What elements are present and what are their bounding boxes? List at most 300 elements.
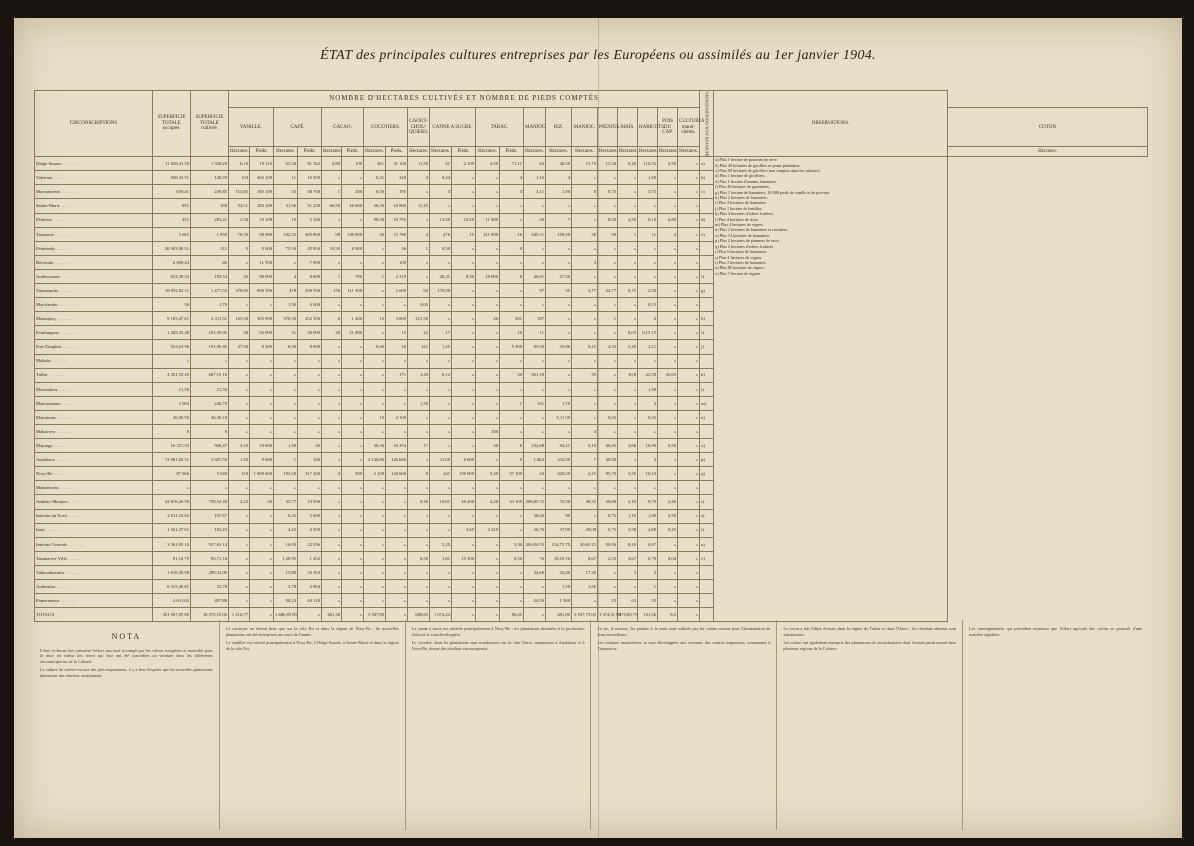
- row-value: »: [229, 537, 250, 551]
- row-value: 3: [572, 255, 598, 269]
- row-value: »: [524, 199, 546, 213]
- row-value: »: [598, 298, 618, 312]
- row-value: 2 140,80: [364, 453, 386, 467]
- row-value: 15,80: [274, 565, 298, 579]
- row-value: 170,50: [430, 284, 452, 298]
- row-superficie: 91,16 70: [153, 551, 191, 565]
- nota-paragraph: Le riz, le manioc, les patates et le maïs sont cultivés par les colons surtout pour l'alimentation de leurs travailleurs.: [597, 626, 771, 637]
- row-value: »: [618, 410, 638, 424]
- row-value: »: [364, 298, 386, 312]
- row-value: 65 000: [250, 326, 274, 340]
- observation-note: c) Plus 80 hectares de giroflier (non compris dans les cultures).: [715, 168, 821, 174]
- row-circonscription: Tamatave . . . . . . .: [35, 227, 153, 241]
- row-value: 5 100: [298, 213, 322, 227]
- row-value: »: [678, 213, 700, 227]
- totals-value: 481,30: [322, 608, 342, 622]
- row-value: »: [322, 565, 342, 579]
- row-value: 2,25: [229, 495, 250, 509]
- unit-hectares: Hectares.: [638, 147, 658, 157]
- row-value: »: [618, 580, 638, 594]
- row-value: »: [322, 382, 342, 396]
- row-value: »: [342, 213, 364, 227]
- row-value: 58,23: [274, 594, 298, 608]
- header-culture: CANNE A SUCRE.: [430, 108, 476, 147]
- row-value: 97: [524, 284, 546, 298]
- row-value: »: [322, 171, 342, 185]
- row-value: »: [678, 396, 700, 410]
- row-value: 500: [342, 467, 364, 481]
- row-value: 1: [364, 269, 386, 283]
- row-value: »: [572, 410, 598, 424]
- row-value: »: [678, 509, 700, 523]
- row-value: 7: [572, 453, 598, 467]
- row-value: 15: [452, 227, 476, 241]
- row-value: 2,55: [598, 551, 618, 565]
- row-value: »: [250, 424, 274, 438]
- row-value: »: [430, 509, 452, 523]
- row-value: »: [452, 255, 476, 269]
- row-value: »: [386, 354, 408, 368]
- row-cultivee: 667,19 10: [191, 368, 229, 382]
- row-value: »: [452, 368, 476, 382]
- row-value: 3: [500, 185, 524, 199]
- row-value: »: [229, 565, 250, 579]
- row-value: »: [500, 284, 524, 298]
- row-cultivee: 168: [191, 199, 229, 213]
- row-value: »: [250, 594, 274, 608]
- row-cultivee: 249,70: [191, 396, 229, 410]
- row-value: »: [618, 269, 638, 283]
- row-value: »: [250, 551, 274, 565]
- observation-note: s) Plus 4 hectares de vignes.: [715, 254, 763, 260]
- table-row: [35, 340, 1148, 354]
- unit-hectares: Hectares.: [618, 147, 638, 157]
- row-value: 1,50: [274, 439, 298, 453]
- row-value: »: [364, 368, 386, 382]
- row-value: 21 000: [342, 326, 364, 340]
- row-value: 4,11: [524, 185, 546, 199]
- row-value: 25: [598, 594, 618, 608]
- row-value: »: [342, 424, 364, 438]
- row-circonscription: Mahabo . . . . . . .: [35, 354, 153, 368]
- row-value: 4,80: [638, 523, 658, 537]
- row-value: »: [638, 269, 658, 283]
- nota-paragraph: La culture du caféier est une des plus importantes, il y a lieu d'espérer que les nouvelles plantations donneront des résultats satisfaisants.: [40, 667, 213, 678]
- row-value: »: [342, 481, 364, 495]
- row-value: »: [598, 241, 618, 255]
- nota-section: [34, 620, 1148, 830]
- row-value: 61: [430, 157, 452, 171]
- row-value: 2 210: [476, 523, 500, 537]
- row-value: 16: [500, 227, 524, 241]
- row-renvoi: [700, 199, 714, 213]
- observation-note: l) Plus 4 hectares de ricin.: [715, 216, 759, 222]
- unit-hectares: Hectares.: [408, 147, 430, 157]
- row-value: 33 163: [298, 565, 322, 579]
- row-value: »: [678, 481, 700, 495]
- row-value: »: [430, 396, 452, 410]
- row-value: 1,50: [546, 580, 572, 594]
- row-value: »: [500, 382, 524, 396]
- row-value: »: [476, 185, 500, 199]
- row-superficie: 2 011,53 65: [153, 509, 191, 523]
- table-row: [35, 312, 1148, 326]
- row-value: 31 100: [386, 157, 408, 171]
- row-value: 8 600: [298, 269, 322, 283]
- row-value: »: [546, 368, 572, 382]
- row-value: 4: [408, 227, 430, 241]
- row-value: »: [678, 467, 700, 481]
- row-value: 20: [524, 213, 546, 227]
- unit-pieds: Pieds.: [452, 147, 476, 157]
- row-value: »: [452, 537, 476, 551]
- row-value: »: [572, 594, 598, 608]
- row-value: 26,70: [524, 523, 546, 537]
- row-value: »: [274, 255, 298, 269]
- row-value: »: [364, 495, 386, 509]
- row-value: 65,50: [274, 157, 298, 171]
- row-value: »: [546, 199, 572, 213]
- observation-note: v) Plus 1 hectare de vignes.: [715, 270, 762, 276]
- totals-value: 1 374,01 80: [598, 608, 618, 622]
- unit-hectares: Hectares.: [598, 147, 618, 157]
- row-value: »: [386, 551, 408, 565]
- row-value: 37 100: [500, 467, 524, 481]
- row-value: »: [386, 495, 408, 509]
- table-row: [35, 185, 1148, 199]
- row-value: 3,35: [618, 467, 638, 481]
- row-renvoi: [700, 565, 714, 579]
- row-value: »: [658, 565, 678, 579]
- row-value: »: [452, 185, 476, 199]
- row-value: 1,10: [618, 509, 638, 523]
- row-value: 665 100: [250, 171, 274, 185]
- row-value: »: [342, 255, 364, 269]
- header-culture: CACAO.: [322, 108, 364, 147]
- row-value: »: [678, 157, 700, 171]
- row-value: 0: [500, 453, 524, 467]
- row-value: 6,97: [638, 537, 658, 551]
- totals-value: 1 216,77: [229, 608, 250, 622]
- row-value: 10: [364, 410, 386, 424]
- unit-hectares: Hectares.: [948, 147, 1148, 157]
- row-cultivee: 957,63 14: [191, 537, 229, 551]
- row-value: 113,85: [229, 185, 250, 199]
- nota-column: [405, 620, 591, 830]
- row-value: »: [452, 340, 476, 354]
- row-cultivee: 8: [191, 424, 229, 438]
- row-renvoi: r): [700, 495, 714, 509]
- row-value: 38: [572, 227, 598, 241]
- row-cultivee: 1 330,20: [191, 157, 229, 171]
- row-value: »: [364, 594, 386, 608]
- nota-paragraph: L'état ci-dessus fait connaître l'effort successif accompli par les colons européens et assimilés pour la mise en valeur des terres qui leur ont été concédées ou vendues dans les différentes circonscriptions de la Colonie.: [40, 647, 213, 664]
- header-culture: HARICOTS.: [638, 108, 658, 147]
- table-row: [35, 227, 1148, 241]
- row-value: »: [678, 340, 700, 354]
- row-value: »: [274, 410, 298, 424]
- row-value: 26: [364, 227, 386, 241]
- row-value: 126 680: [386, 453, 408, 467]
- row-value: »: [658, 594, 678, 608]
- row-value: 0,10: [638, 213, 658, 227]
- row-superficie: 20 903,88 51: [153, 241, 191, 255]
- row-value: 16: [386, 340, 408, 354]
- row-value: »: [322, 340, 342, 354]
- row-value: »: [364, 580, 386, 594]
- row-value: »: [322, 439, 342, 453]
- row-value: 0: [500, 241, 524, 255]
- row-superficie: 851: [153, 199, 191, 213]
- row-value: 200: [342, 185, 364, 199]
- row-cultivee: 103,96 46: [191, 340, 229, 354]
- row-value: 128 600: [386, 467, 408, 481]
- row-value: »: [618, 481, 638, 495]
- row-superficie: 16 357,33: [153, 439, 191, 453]
- row-value: »: [364, 354, 386, 368]
- row-renvoi: h): [700, 312, 714, 326]
- row-value: »: [658, 326, 678, 340]
- row-value: »: [476, 410, 500, 424]
- totals-value: »: [250, 608, 274, 622]
- row-value: »: [408, 509, 430, 523]
- row-superficie: 5 665: [153, 227, 191, 241]
- row-value: »: [476, 298, 500, 312]
- row-value: »: [618, 312, 638, 326]
- row-value: »: [678, 551, 700, 565]
- row-value: »: [476, 565, 500, 579]
- row-renvoi: [700, 424, 714, 438]
- row-value: 29,88: [598, 495, 618, 509]
- row-value: »: [678, 382, 700, 396]
- row-value: 150 000: [452, 467, 476, 481]
- row-value: »: [476, 284, 500, 298]
- row-value: 187: [524, 312, 546, 326]
- unit-pieds: Pieds.: [342, 147, 364, 157]
- row-value: 0,20: [618, 157, 638, 171]
- row-cultivee: 36,30 10: [191, 410, 229, 424]
- row-value: 45: [298, 439, 322, 453]
- row-value: »: [476, 255, 500, 269]
- row-renvoi: o): [700, 439, 714, 453]
- row-renvoi: q): [700, 467, 714, 481]
- row-value: »: [476, 551, 500, 565]
- row-value: 3: [618, 565, 638, 579]
- row-value: »: [524, 382, 546, 396]
- row-value: 8 900: [342, 241, 364, 255]
- row-value: »: [229, 382, 250, 396]
- row-value: »: [408, 410, 430, 424]
- observation-note: g) Plus 1 hectare de bananiers, 10 000 pieds de vanille et de poivrier.: [715, 189, 831, 195]
- row-value: »: [408, 424, 430, 438]
- row-value: 1,50: [408, 396, 430, 410]
- row-value: 6: [322, 312, 342, 326]
- row-value: 370,50: [274, 312, 298, 326]
- row-value: »: [524, 481, 546, 495]
- row-value: »: [678, 424, 700, 438]
- row-value: 5,35: [618, 340, 638, 354]
- row-value: 94,21: [546, 439, 572, 453]
- row-value: »: [476, 509, 500, 523]
- unit-hectares: Hectares.: [678, 147, 700, 157]
- row-value: »: [618, 171, 638, 185]
- row-value: »: [342, 298, 364, 312]
- row-value: 15,50: [598, 157, 618, 171]
- row-value: »: [598, 171, 618, 185]
- row-value: »: [386, 396, 408, 410]
- row-circonscription: Ambositra . . . . . . .: [35, 580, 153, 594]
- row-value: »: [618, 424, 638, 438]
- row-value: 461,18: [524, 368, 546, 382]
- row-circonscription: Vakinankaratra . . . . . . .: [35, 565, 153, 579]
- row-value: 0,05: [598, 410, 618, 424]
- row-value: 0,55: [638, 410, 658, 424]
- row-value: »: [452, 580, 476, 594]
- row-value: 20 000: [298, 326, 322, 340]
- row-value: »: [500, 213, 524, 227]
- row-circonscription: Vatomandry . . . . . . .: [35, 284, 153, 298]
- row-value: 92: [408, 284, 430, 298]
- row-value: 35: [638, 594, 658, 608]
- row-value: »: [322, 368, 342, 382]
- row-value: 100: [298, 453, 322, 467]
- row-superficie: 1 561,37 61: [153, 523, 191, 537]
- row-value: »: [452, 410, 476, 424]
- row-value: »: [500, 594, 524, 608]
- row-cultivee: 103,23: [191, 523, 229, 537]
- row-value: 85,70: [598, 467, 618, 481]
- row-superficie: 451: [153, 213, 191, 227]
- row-value: 2 904: [298, 580, 322, 594]
- row-value: 0,25: [572, 340, 598, 354]
- row-value: »: [598, 199, 618, 213]
- row-value: »: [229, 298, 250, 312]
- nota-paragraph: Les colons ont également entrepris des plantations de caoutchoutiers dont l'avenir paraît assuré dans plusieurs régions de la Colonie.: [783, 640, 957, 651]
- row-value: »: [386, 424, 408, 438]
- totals-value: »: [524, 608, 546, 622]
- unit-hectares: Hectares.: [430, 147, 452, 157]
- row-value: »: [342, 410, 364, 424]
- row-value: 165 100: [250, 185, 274, 199]
- row-value: »: [598, 580, 618, 594]
- row-value: »: [524, 424, 546, 438]
- row-renvoi: p): [700, 453, 714, 467]
- observation-note: q) Plus 2 hectares d'arbres fruitiers.: [715, 243, 775, 249]
- row-value: »: [658, 424, 678, 438]
- row-value: 55: [274, 185, 298, 199]
- row-value: 171: [386, 368, 408, 382]
- row-superficie: 652,39 54: [153, 269, 191, 283]
- unit-hectares: Hectares.: [546, 147, 572, 157]
- row-value: »: [618, 199, 638, 213]
- row-value: »: [452, 439, 476, 453]
- row-value: »: [322, 298, 342, 312]
- row-value: »: [546, 354, 572, 368]
- header-culture: TABAC.: [476, 108, 524, 147]
- row-value: 4: [546, 171, 572, 185]
- row-value: »: [678, 199, 700, 213]
- nota-paragraph: La canne à sucre est cultivée principalement à Nosy-Be ; les plantations destinées à la production d'alcool se sont développées.: [411, 626, 585, 637]
- row-value: »: [229, 368, 250, 382]
- row-value: 81 162: [298, 157, 322, 171]
- row-value: 2,10: [618, 495, 638, 509]
- row-value: »: [572, 269, 598, 283]
- header-culture: COCOTIERS.: [364, 108, 408, 147]
- row-value: »: [524, 241, 546, 255]
- row-value: 1: [322, 185, 342, 199]
- row-value: »: [678, 565, 700, 579]
- row-value: »: [658, 354, 678, 368]
- row-value: 10,19: [638, 467, 658, 481]
- nota-column: [219, 620, 405, 830]
- row-value: 2 199: [452, 157, 476, 171]
- nota-paragraph: Les renseignements qui précèdent montrent que l'effort agricole des colons se poursuit d'une manière régulière.: [969, 626, 1142, 637]
- observation-note: f) Plus 40 hectares de gommiers.: [715, 184, 770, 190]
- row-value: »: [342, 580, 364, 594]
- row-value: »: [322, 481, 342, 495]
- row-value: »: [658, 410, 678, 424]
- row-value: »: [658, 396, 678, 410]
- row-value: 45 850: [298, 241, 322, 255]
- row-value: »: [298, 424, 322, 438]
- row-value: 133: [229, 171, 250, 185]
- row-value: 0,75: [618, 284, 638, 298]
- table-row: [35, 467, 1148, 481]
- row-value: 3: [638, 453, 658, 467]
- row-value: »: [678, 298, 700, 312]
- row-value: 1,50: [546, 185, 572, 199]
- row-circonscription: Analalava . . . . . . .: [35, 453, 153, 467]
- unit-hectares: Hectares.: [364, 147, 386, 157]
- row-cultivee: 23,78: [191, 580, 229, 594]
- row-value: »: [572, 396, 598, 410]
- header-superficie-totale: SUPERFICIE TOTALE occupée.: [153, 91, 191, 157]
- row-value: 1,16: [524, 171, 546, 185]
- row-value: »: [452, 565, 476, 579]
- row-value: »: [430, 481, 452, 495]
- table-row: [35, 284, 1148, 298]
- row-value: 458 350: [298, 284, 322, 298]
- row-value: 9 300: [250, 340, 274, 354]
- row-value: 1,50: [638, 171, 658, 185]
- row-value: »: [322, 537, 342, 551]
- row-value: 1,25: [430, 340, 452, 354]
- row-cultivee: 249,85: [191, 185, 229, 199]
- row-value: 420,50: [546, 467, 572, 481]
- row-value: 2: [638, 312, 658, 326]
- row-value: »: [500, 580, 524, 594]
- row-value: »: [658, 185, 678, 199]
- row-value: »: [618, 255, 638, 269]
- row-value: 476: [430, 227, 452, 241]
- row-value: 4 000: [298, 298, 322, 312]
- row-value: 317 300: [298, 467, 322, 481]
- row-value: 37,90: [546, 523, 572, 537]
- row-value: 1: [500, 396, 524, 410]
- table-row: [35, 354, 1148, 368]
- row-value: »: [274, 354, 298, 368]
- row-cultivee: 183,53: [191, 269, 229, 283]
- row-value: »: [678, 410, 700, 424]
- nota-title: NOTA: [111, 632, 142, 641]
- row-value: »: [364, 241, 386, 255]
- row-value: »: [572, 171, 598, 185]
- row-value: 64 120: [298, 594, 322, 608]
- row-value: 30: [476, 439, 500, 453]
- row-value: 2 310: [386, 269, 408, 283]
- row-circonscription: Fianarantsoa . . . . . . .: [35, 594, 153, 608]
- row-value: 1,50: [274, 298, 298, 312]
